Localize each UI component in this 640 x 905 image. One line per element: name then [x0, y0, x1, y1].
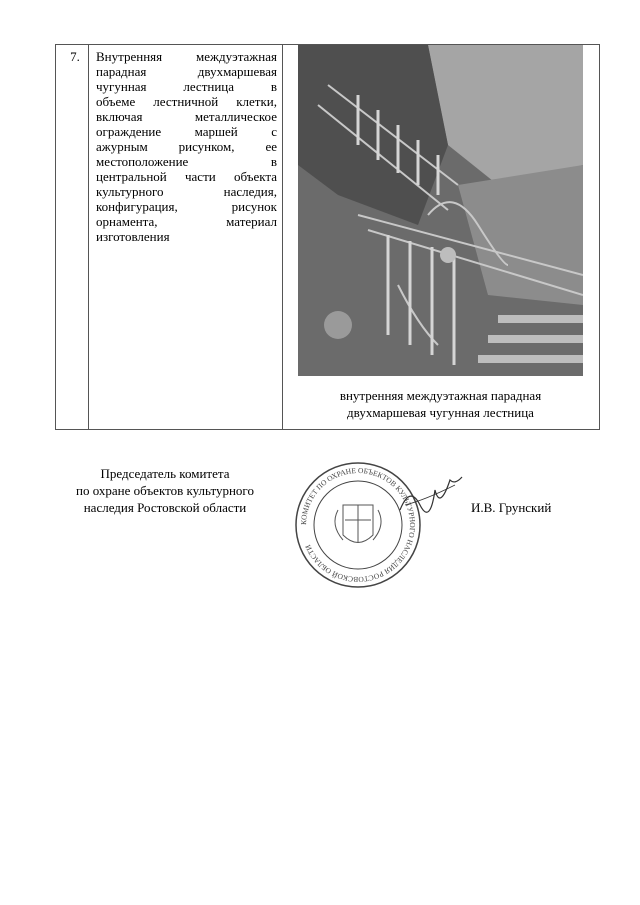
row-number: 7. [70, 49, 80, 64]
caption-line: двухмаршевая чугунная лестница [347, 405, 534, 420]
description-line: местоположение в [96, 154, 277, 169]
description-line: ограждение маршей с [96, 124, 277, 139]
caption-line: внутренняя междуэтажная парадная [339, 388, 542, 403]
description-line: изготовления [96, 229, 170, 244]
seal-text: КОМИТЕТ ПО ОХРАНЕ ОБЪЕКТОВ КУЛЬТУРНОГО НАСЛЕДИЯ РОСТОВСКОЙ ОБЛАСТИ [298, 465, 418, 585]
staircase-photo-drawing [298, 45, 583, 376]
handwritten-signature [395, 475, 465, 520]
staircase-photo [298, 45, 583, 376]
description-line: конфигурация, рисунок [96, 199, 277, 214]
description-line: орнамента, материал [96, 214, 277, 229]
description-line: включая металлическое [96, 109, 277, 124]
position-line: Председатель комитета [100, 466, 230, 481]
heritage-table [55, 44, 600, 430]
description-line: центральной части объекта [96, 169, 277, 184]
photo-caption [282, 387, 599, 421]
row-description [96, 49, 277, 244]
column-divider [88, 45, 89, 429]
description-line: ажурным рисунком, ее [96, 139, 277, 154]
description-line: чугунная лестница в [96, 79, 277, 94]
position-line: наследия Ростовской области [83, 500, 247, 515]
description-line: объеме лестничной клетки, [96, 94, 277, 109]
description-line: Внутренняя междуэтажная [96, 49, 277, 64]
column-divider [282, 45, 283, 429]
description-line: культурного наследия, [96, 184, 277, 199]
description-line: парадная двухмаршевая [96, 64, 277, 79]
signer-position [40, 465, 290, 516]
signer-name: И.В. Грунский [471, 500, 552, 515]
position-line: по охране объектов культурного [76, 483, 254, 498]
